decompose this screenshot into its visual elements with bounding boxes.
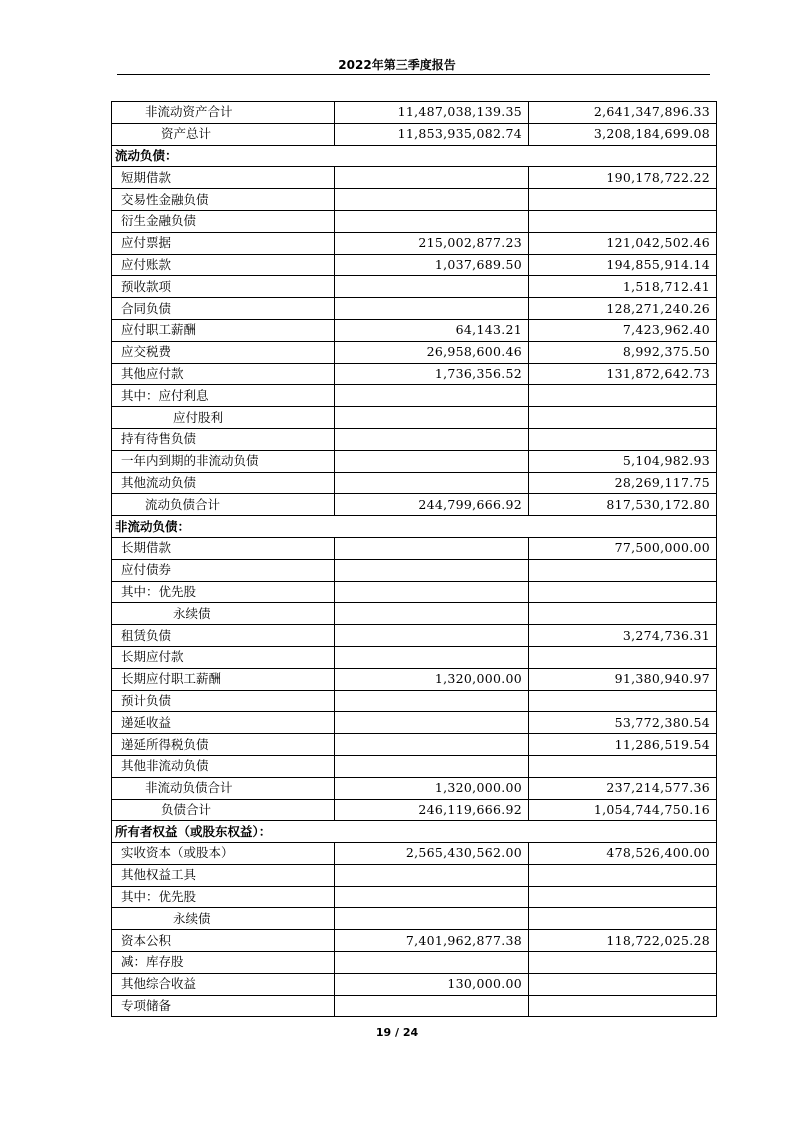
- table-row: [112, 843, 717, 865]
- prior-period-value: 77,500,000.00: [529, 537, 717, 559]
- section-title: 非流动负债：: [112, 516, 717, 538]
- row-label: 其他应付款: [112, 363, 335, 385]
- row-label: 交易性金融负债: [112, 189, 335, 211]
- current-period-value: 1,037,689.50: [335, 254, 529, 276]
- table-row: [112, 799, 717, 821]
- table-row: [112, 930, 717, 952]
- table-row: [112, 537, 717, 559]
- table-row: [112, 995, 717, 1017]
- table-row: [112, 232, 717, 254]
- table-row: [112, 450, 717, 472]
- current-period-value: 246,119,666.92: [335, 799, 529, 821]
- row-label: 负债合计: [112, 799, 335, 821]
- row-label: 其中：优先股: [112, 581, 335, 603]
- row-label: 租赁负债: [112, 625, 335, 647]
- section-title: 所有者权益（或股东权益）：: [112, 821, 717, 843]
- section-header-row: [112, 516, 717, 538]
- row-label: 持有待售负债: [112, 428, 335, 450]
- prior-period-value: 3,208,184,699.08: [529, 123, 717, 145]
- row-label: 长期应付职工薪酬: [112, 668, 335, 690]
- prior-period-value: 5,104,982.93: [529, 450, 717, 472]
- prior-period-value: [529, 189, 717, 211]
- prior-period-value: 2,641,347,896.33: [529, 102, 717, 124]
- current-period-value: [335, 712, 529, 734]
- section-header-row: [112, 145, 717, 167]
- row-label: 其他流动负债: [112, 472, 335, 494]
- row-label: 永续债: [112, 603, 335, 625]
- current-period-value: 1,320,000.00: [335, 777, 529, 799]
- row-label: 其他权益工具: [112, 864, 335, 886]
- prior-period-value: 190,178,722.22: [529, 167, 717, 189]
- balance-sheet-body: [112, 102, 717, 1017]
- row-label: 其中：优先股: [112, 886, 335, 908]
- table-row: [112, 123, 717, 145]
- row-label: 一年内到期的非流动负债: [112, 450, 335, 472]
- prior-period-value: 817,530,172.80: [529, 494, 717, 516]
- prior-period-value: 237,214,577.36: [529, 777, 717, 799]
- row-label: 合同负债: [112, 298, 335, 320]
- table-row: [112, 777, 717, 799]
- table-row: [112, 755, 717, 777]
- table-row: [112, 472, 717, 494]
- table-row: [112, 167, 717, 189]
- section-header-row: [112, 821, 717, 843]
- balance-sheet-table: [111, 101, 717, 1017]
- prior-period-value: 53,772,380.54: [529, 712, 717, 734]
- current-period-value: [335, 581, 529, 603]
- row-label: 应付票据: [112, 232, 335, 254]
- current-period-value: [335, 537, 529, 559]
- row-label: 减：库存股: [112, 952, 335, 974]
- prior-period-value: 1,518,712.41: [529, 276, 717, 298]
- table-row: [112, 189, 717, 211]
- row-label: 其他综合收益: [112, 973, 335, 995]
- row-label: 应付职工薪酬: [112, 319, 335, 341]
- row-label: 应付股利: [112, 407, 335, 429]
- row-label: 其他非流动负债: [112, 755, 335, 777]
- table-row: [112, 625, 717, 647]
- table-row: [112, 428, 717, 450]
- table-row: [112, 734, 717, 756]
- current-period-value: [335, 298, 529, 320]
- prior-period-value: 128,271,240.26: [529, 298, 717, 320]
- row-label: 实收资本（或股本）: [112, 843, 335, 865]
- row-label: 衍生金融负债: [112, 210, 335, 232]
- table-row: [112, 646, 717, 668]
- row-label: 预计负债: [112, 690, 335, 712]
- prior-period-value: [529, 864, 717, 886]
- table-row: [112, 908, 717, 930]
- current-period-value: 1,320,000.00: [335, 668, 529, 690]
- prior-period-value: 28,269,117.75: [529, 472, 717, 494]
- current-period-value: 64,143.21: [335, 319, 529, 341]
- current-period-value: [335, 385, 529, 407]
- current-period-value: [335, 167, 529, 189]
- current-period-value: [335, 450, 529, 472]
- current-period-value: [335, 755, 529, 777]
- row-label: 资产总计: [112, 123, 335, 145]
- prior-period-value: [529, 428, 717, 450]
- prior-period-value: [529, 908, 717, 930]
- table-row: [112, 363, 717, 385]
- row-label: 流动负债合计: [112, 494, 335, 516]
- table-row: [112, 973, 717, 995]
- prior-period-value: [529, 995, 717, 1017]
- current-period-value: 7,401,962,877.38: [335, 930, 529, 952]
- row-label: 应付债券: [112, 559, 335, 581]
- table-row: [112, 407, 717, 429]
- row-label: 资本公积: [112, 930, 335, 952]
- current-period-value: [335, 276, 529, 298]
- row-label: 递延收益: [112, 712, 335, 734]
- current-period-value: 130,000.00: [335, 973, 529, 995]
- prior-period-value: 91,380,940.97: [529, 668, 717, 690]
- current-period-value: [335, 407, 529, 429]
- table-row: [112, 864, 717, 886]
- current-period-value: 244,799,666.92: [335, 494, 529, 516]
- prior-period-value: [529, 690, 717, 712]
- section-title: 流动负债：: [112, 145, 717, 167]
- table-row: [112, 690, 717, 712]
- current-period-value: [335, 210, 529, 232]
- table-row: [112, 952, 717, 974]
- prior-period-value: 131,872,642.73: [529, 363, 717, 385]
- prior-period-value: [529, 952, 717, 974]
- current-period-value: 2,565,430,562.00: [335, 843, 529, 865]
- page-number: 19 / 24: [375, 1026, 419, 1039]
- current-period-value: 26,958,600.46: [335, 341, 529, 363]
- row-label: 应付账款: [112, 254, 335, 276]
- row-label: 其中：应付利息: [112, 385, 335, 407]
- table-row: [112, 102, 717, 124]
- prior-period-value: [529, 646, 717, 668]
- report-header-title: 2022年第三季度报告: [338, 58, 456, 72]
- prior-period-value: 8,992,375.50: [529, 341, 717, 363]
- prior-period-value: 1,054,744,750.16: [529, 799, 717, 821]
- table-row: [112, 385, 717, 407]
- current-period-value: [335, 864, 529, 886]
- row-label: 非流动负债合计: [112, 777, 335, 799]
- prior-period-value: 7,423,962.40: [529, 319, 717, 341]
- table-row: [112, 668, 717, 690]
- table-row: [112, 603, 717, 625]
- prior-period-value: [529, 407, 717, 429]
- table-row: [112, 319, 717, 341]
- row-label: 短期借款: [112, 167, 335, 189]
- row-label: 应交税费: [112, 341, 335, 363]
- row-label: 预收款项: [112, 276, 335, 298]
- row-label: 递延所得税负债: [112, 734, 335, 756]
- table-row: [112, 886, 717, 908]
- prior-period-value: 11,286,519.54: [529, 734, 717, 756]
- prior-period-value: 121,042,502.46: [529, 232, 717, 254]
- table-row: [112, 210, 717, 232]
- prior-period-value: [529, 755, 717, 777]
- prior-period-value: 3,274,736.31: [529, 625, 717, 647]
- current-period-value: 11,853,935,082.74: [335, 123, 529, 145]
- table-row: [112, 341, 717, 363]
- table-row: [112, 559, 717, 581]
- prior-period-value: 118,722,025.28: [529, 930, 717, 952]
- prior-period-value: [529, 210, 717, 232]
- current-period-value: [335, 472, 529, 494]
- current-period-value: [335, 646, 529, 668]
- current-period-value: [335, 995, 529, 1017]
- table-row: [112, 494, 717, 516]
- prior-period-value: 478,526,400.00: [529, 843, 717, 865]
- current-period-value: [335, 428, 529, 450]
- table-row: [112, 581, 717, 603]
- current-period-value: 1,736,356.52: [335, 363, 529, 385]
- row-label: 永续债: [112, 908, 335, 930]
- current-period-value: [335, 886, 529, 908]
- prior-period-value: [529, 603, 717, 625]
- current-period-value: [335, 952, 529, 974]
- prior-period-value: [529, 385, 717, 407]
- prior-period-value: [529, 886, 717, 908]
- current-period-value: [335, 690, 529, 712]
- current-period-value: [335, 734, 529, 756]
- row-label: 专项储备: [112, 995, 335, 1017]
- prior-period-value: 194,855,914.14: [529, 254, 717, 276]
- table-row: [112, 298, 717, 320]
- row-label: 长期借款: [112, 537, 335, 559]
- current-period-value: 11,487,038,139.35: [335, 102, 529, 124]
- current-period-value: 215,002,877.23: [335, 232, 529, 254]
- table-row: [112, 712, 717, 734]
- prior-period-value: [529, 973, 717, 995]
- row-label: 非流动资产合计: [112, 102, 335, 124]
- header-divider: [117, 74, 710, 75]
- prior-period-value: [529, 559, 717, 581]
- table-row: [112, 276, 717, 298]
- table-row: [112, 254, 717, 276]
- current-period-value: [335, 908, 529, 930]
- row-label: 长期应付款: [112, 646, 335, 668]
- current-period-value: [335, 603, 529, 625]
- current-period-value: [335, 625, 529, 647]
- current-period-value: [335, 559, 529, 581]
- current-period-value: [335, 189, 529, 211]
- prior-period-value: [529, 581, 717, 603]
